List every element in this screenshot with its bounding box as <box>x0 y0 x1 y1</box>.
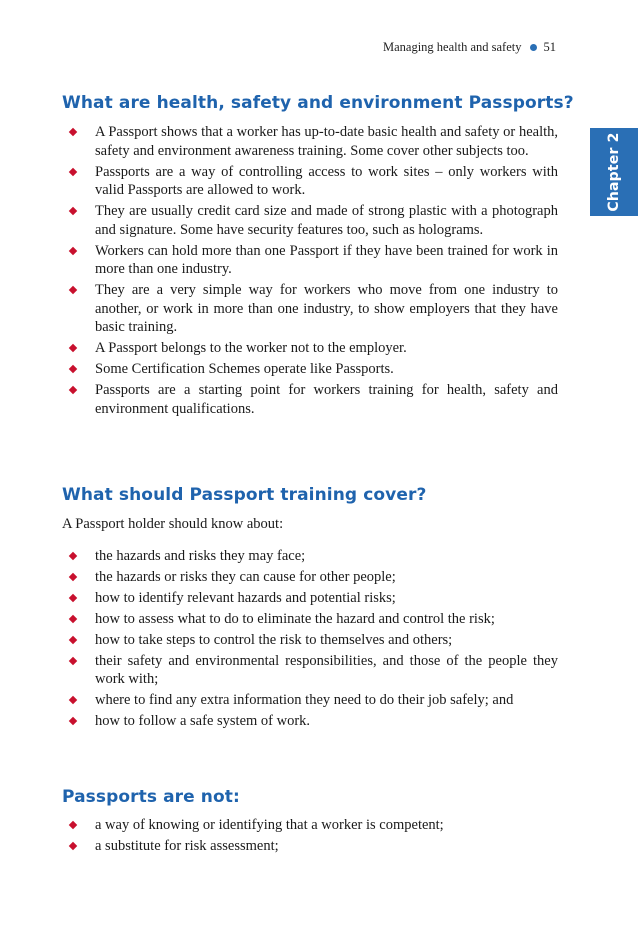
list-item: Some Certification Schemes operate like Passports. <box>62 360 558 379</box>
list-item: Workers can hold more than one Passport if they have been trained for work in more than one industry. <box>62 242 558 279</box>
list-item: how to take steps to control the risk to themselves and others; <box>62 631 558 650</box>
section-passports-are-not <box>62 787 558 858</box>
list-item: A Passport shows that a worker has up-to-date basic health and safety or health, safety and environment awareness training. Some cover other subjects too. <box>62 123 558 160</box>
page-number: 51 <box>543 40 556 54</box>
section-heading: What are health, safety and environment Passports? <box>62 93 574 113</box>
list-item: how to identify relevant hazards and potential risks; <box>62 589 558 608</box>
section-heading: What should Passport training cover? <box>62 485 427 505</box>
list-item: Passports are a way of controlling access to work sites – only workers with valid Passports are allowed to work. <box>62 163 558 200</box>
section-intro: A Passport holder should know about: <box>62 516 284 532</box>
chapter-tab-label: Chapter 2 <box>606 132 622 212</box>
bullet-list <box>62 123 558 418</box>
list-item: the hazards and risks they may face; <box>62 547 558 566</box>
bullet-list <box>62 816 558 856</box>
list-item: how to assess what to do to eliminate the hazard and control the risk; <box>62 610 558 629</box>
chapter-tab <box>590 128 638 216</box>
separator-dot-icon <box>530 44 537 51</box>
list-item: a way of knowing or identifying that a worker is competent; <box>62 816 558 835</box>
list-item: how to follow a safe system of work. <box>62 712 558 731</box>
list-item: A Passport belongs to the worker not to the employer. <box>62 339 558 358</box>
list-item: the hazards or risks they can cause for other people; <box>62 568 558 587</box>
list-item: They are a very simple way for workers who move from one industry to another, or work in more than one industry, to show employers that they have basic training. <box>62 281 558 337</box>
list-item: Passports are a starting point for workers training for health, safety and environment qualifications. <box>62 381 558 418</box>
section-heading: Passports are not: <box>62 787 240 807</box>
list-item: They are usually credit card size and made of strong plastic with a photograph and signature. Some have security features too, such as holograms. <box>62 202 558 239</box>
list-item: their safety and environmental responsibilities, and those of the people they work with; <box>62 652 558 689</box>
section-passport-training <box>62 485 558 733</box>
running-header <box>383 40 556 55</box>
section-what-are-passports <box>62 93 574 421</box>
list-item: where to find any extra information they need to do their job safely; and <box>62 691 558 710</box>
running-title: Managing health and safety <box>383 40 522 54</box>
bullet-list <box>62 547 558 731</box>
list-item: a substitute for risk assessment; <box>62 837 558 856</box>
